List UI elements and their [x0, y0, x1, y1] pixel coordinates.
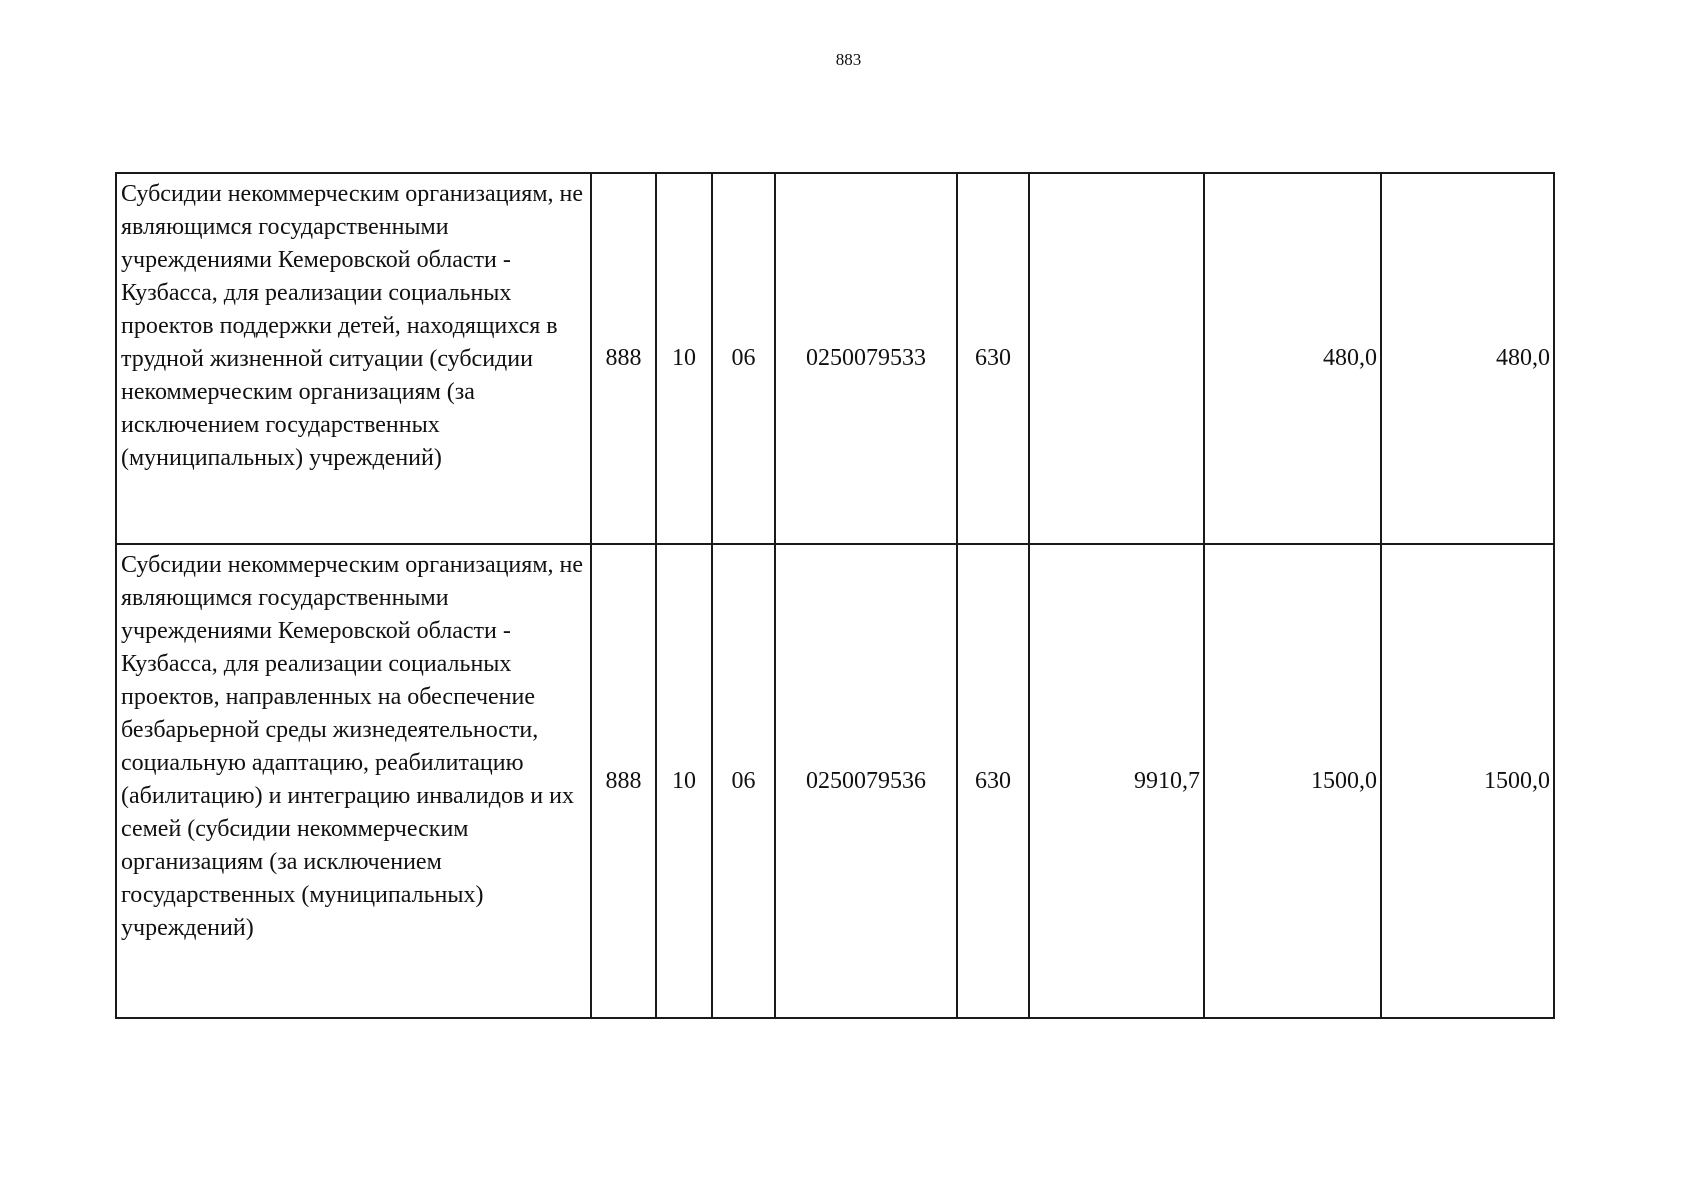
expense-type-code: 630: [957, 173, 1029, 544]
subsection-code: 06: [712, 173, 775, 544]
amount-cell: [1029, 173, 1204, 544]
page-number: 883: [835, 50, 862, 69]
expense-description: Субсидии некоммерческим организациям, не являющимся государственными учреждениями Кемеровской области - Кузбасса, для реализации социальных проектов поддержки детей, находящихся в трудной жизненной ситуации (субсидии некоммерческим организациям (за исключением государственных (муниципальных) учреждений): [116, 173, 591, 544]
target-article-code: 0250079536: [775, 544, 957, 1018]
section-code: 10: [656, 544, 712, 1018]
amount-cell: 1500,0: [1204, 544, 1381, 1018]
expense-description: Субсидии некоммерческим организациям, не являющимся государственными учреждениями Кемеровской области - Кузбасса, для реализации социальных проектов, направленных на обеспечение безбарьерной среды жизнедеятельности, социальную адаптацию, реабилитацию (абилитацию) и интеграцию инвалидов и их семей (субсидии некоммерческим организациям (за исключением государственных (муниципальных) учреждений): [116, 544, 591, 1018]
subsection-code: 06: [712, 544, 775, 1018]
amount-cell: 480,0: [1381, 173, 1554, 544]
budget-table: [115, 172, 1555, 1019]
target-article-code: 0250079533: [775, 173, 957, 544]
section-code: 10: [656, 173, 712, 544]
table-row: [116, 173, 1554, 544]
ministry-code: 888: [591, 173, 656, 544]
table-row: [116, 544, 1554, 1018]
expense-type-code: 630: [957, 544, 1029, 1018]
ministry-code: 888: [591, 544, 656, 1018]
amount-cell: 480,0: [1204, 173, 1381, 544]
amount-cell: 9910,7: [1029, 544, 1204, 1018]
amount-cell: 1500,0: [1381, 544, 1554, 1018]
